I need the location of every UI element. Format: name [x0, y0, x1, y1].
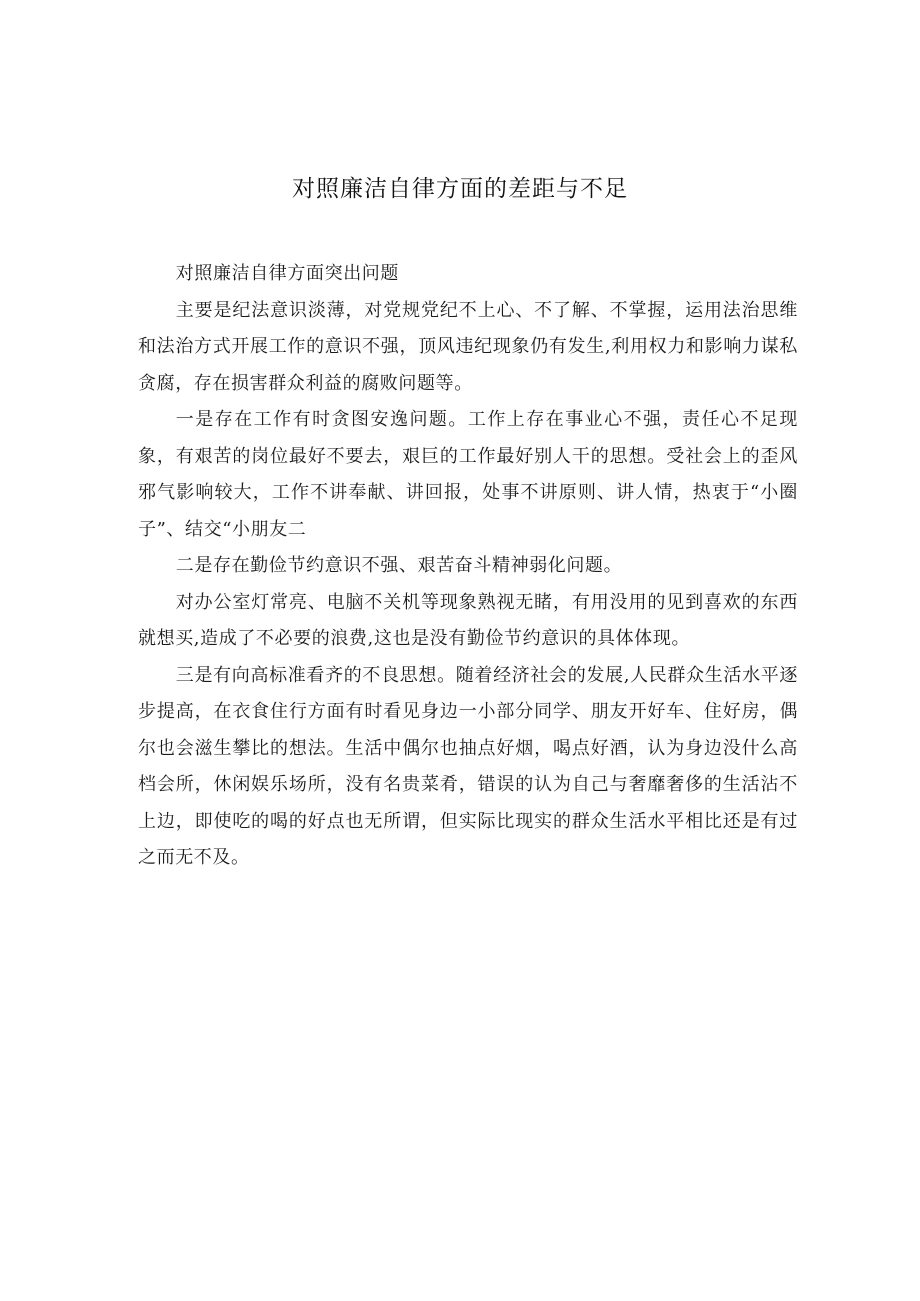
paragraph-point-one: 一是存在工作有时贪图安逸问题。工作上存在事业心不强，责任心不足现象，有艰苦的岗位最好不要去，艰巨的工作最好别人干的思想。受社会上的歪风邪气影响较大，工作不讲奉献、讲回报，处事不讲原则、讲人情，热衷于“小圈子”、结交“小朋友二 [138, 409, 798, 540]
paragraph-point-two: 二是存在勤俭节约意识不强、艰苦奋斗精神弱化问题。 [175, 555, 623, 576]
document-body [138, 256, 798, 877]
paragraph-summary: 主要是纪法意识淡薄，对党规党纪不上心、不了解、不掌握，运用法治思维和法治方式开展工作的意识不强，顶风违纪现象仍有发生,利用权力和影响力谋私贪腐，存在损害群众利益的腐败问题等。 [138, 299, 798, 394]
paragraph-heading: 对照廉洁自律方面突出问题 [175, 263, 399, 284]
paragraph-point-two-detail: 对办公室灯常亮、电脑不关机等现象熟视无睹，有用没用的见到喜欢的东西就想买,造成了不必要的浪费,这也是没有勤俭节约意识的具体体现。 [138, 591, 798, 649]
document-title: 对照廉洁自律方面的差距与不足 [292, 176, 628, 202]
paragraph-point-three: 三是有向高标准看齐的不良思想。随着经济社会的发展,人民群众生活水平逐步提高，在衣食住行方面有时看见身边一小部分同学、朋友开好车、住好房，偶尔也会滋生攀比的想法。生活中偶尔也抽点好烟，喝点好酒，认为身边没什么高档会所，休闲娱乐场所，没有名贵菜肴，错误的认为自己与奢靡奢侈的生活沾不上边，即使吃的喝的好点也无所谓，但实际比现实的群众生活水平相比还是有过之而无不及。 [138, 664, 798, 868]
